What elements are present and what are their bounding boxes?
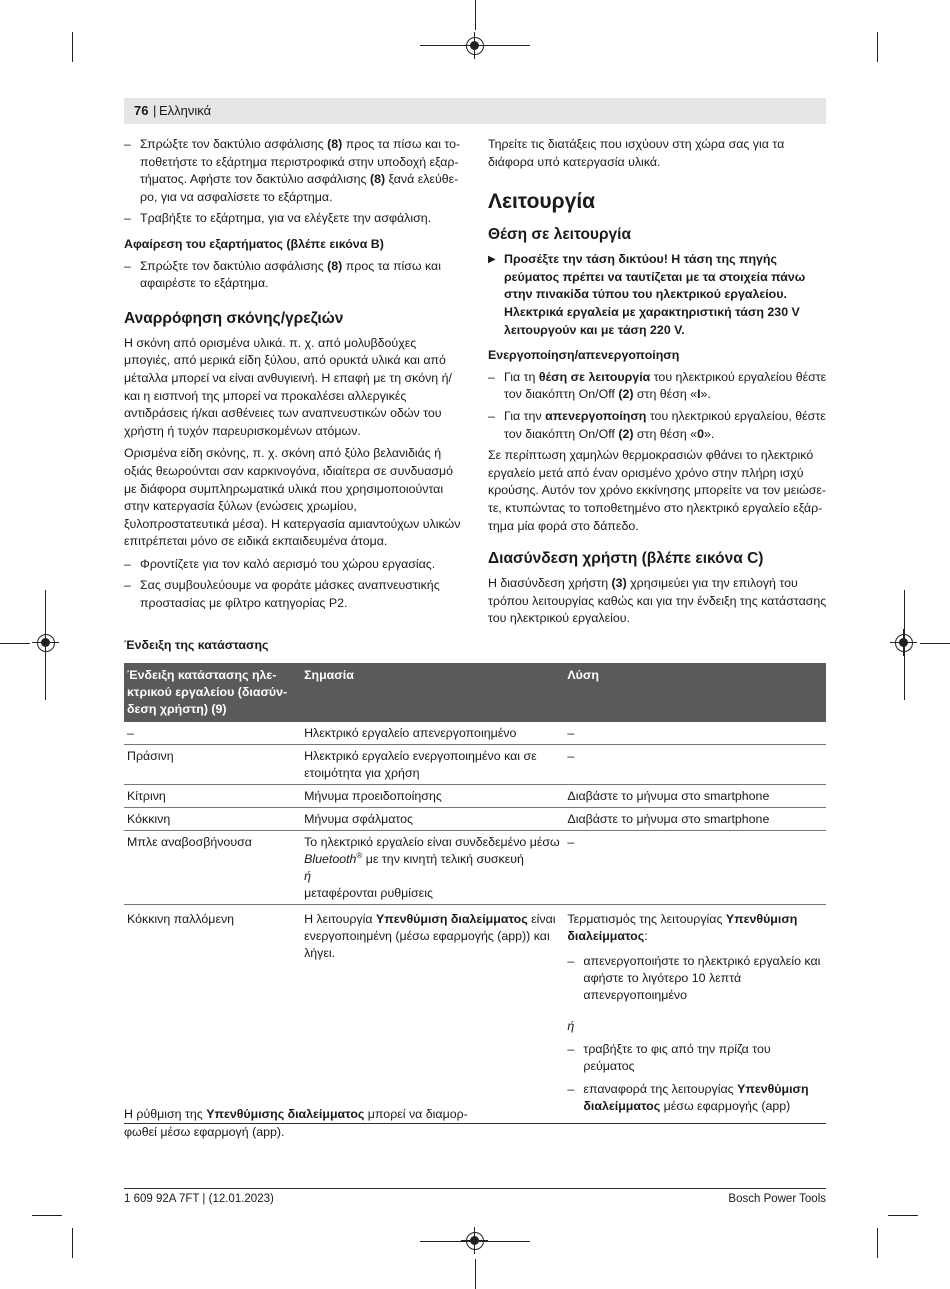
ui-paragraph: Η διασύνδεση χρήστη (3) χρησιμεύει για την επιλογή του τρόπου λειτουργίας καθώς και για την ένδειξη της κατάστασης του ηλεκτρικού εργαλείου.	[488, 576, 827, 626]
crop-mark	[0, 643, 30, 644]
crop-mark	[877, 1228, 878, 1258]
header-separator: |	[153, 103, 157, 118]
list-item: – Σπρώξτε τον δακτύλιο ασφάλισης (8) προς τα πίσω και αφαιρέστε το εξάρτημα.	[124, 258, 464, 293]
crop-mark	[920, 643, 950, 644]
footer-brand: Bosch Power Tools	[728, 1193, 826, 1205]
left-column	[124, 136, 464, 617]
table-row	[124, 785, 826, 808]
table-cell	[564, 905, 826, 1124]
table-cell: Πράσινη	[124, 745, 301, 785]
column-header: Ένδειξη κατάστασης ηλεκτρικού εργαλείου (διασύνδεση χρήστη) (9)	[124, 663, 301, 722]
table-cell: Διαβάστε το μήνυμα στο smartphone	[564, 808, 826, 831]
crop-mark	[877, 32, 878, 62]
footer-document-id: 1 609 92A 7FT | (12.01.2023)	[124, 1193, 274, 1205]
footer-divider	[124, 1188, 826, 1189]
list-item: – απενεργοποιήστε το ηλεκτρικό εργαλείο και αφήστε το λιγότερο 10 λεπτά απενεργοποιημένο	[567, 953, 822, 1004]
table-title: Ένδειξη της κατάστασης	[124, 638, 269, 652]
table-row	[124, 745, 826, 785]
crop-mark	[72, 1228, 73, 1258]
table-cell: –	[564, 831, 826, 905]
table-cell: Η λειτουργία Υπενθύμιση διαλείμματος είναι ενεργοποιημένη (μέσω εφαρμογής (app)) και λήγει.	[301, 905, 564, 1124]
table-cell: Κόκκινη παλλόμενη	[124, 905, 301, 1124]
list-item: – Τραβήξτε το εξάρτημα, για να ελέγξετε την ασφάλιση.	[124, 210, 464, 228]
ui-heading: Διασύνδεση χρήστη (βλέπε εικόνα C)	[488, 550, 764, 568]
registration-mark-icon	[895, 634, 913, 652]
list-item: – τραβήξτε το φις από την πρίζα του ρεύματος	[567, 1041, 822, 1075]
page-header	[124, 98, 826, 124]
column-header: Λύση	[564, 663, 826, 722]
startup-heading: Θέση σε λειτουργία	[488, 226, 631, 244]
table-cell: Ηλεκτρικό εργαλείο απενεργοποιημένο	[301, 722, 564, 745]
crop-mark	[888, 1215, 918, 1216]
table-cell: Το ηλεκτρικό εργαλείο είναι συνδεδεμένο μέσω Bluetooth® με την κινητή τελική συσκευή ή μεταφέρονται ρυθμίσεις	[301, 831, 564, 905]
table-row	[124, 831, 826, 905]
table-cell: Διαβάστε το μήνυμα στο smartphone	[564, 785, 826, 808]
table-cell: –	[564, 745, 826, 785]
table-cell: –	[124, 722, 301, 745]
table-row	[124, 808, 826, 831]
status-table	[124, 663, 826, 1124]
crop-mark	[32, 1215, 62, 1216]
list-item: – Φροντίζετε για τον καλό αερισμό του χώρου εργασίας.	[124, 556, 464, 574]
or-text: ή	[567, 1019, 575, 1033]
table-cell: Μήνυμα προειδοποίησης	[301, 785, 564, 808]
table-cell: –	[564, 722, 826, 745]
operation-heading: Λειτουργία	[488, 190, 596, 214]
list-item: – επαναφορά της λειτουργίας Υπενθύμιση διαλείμματος μέσω εφαρμογής (app)	[567, 1081, 822, 1115]
registration-mark-icon	[37, 634, 55, 652]
page-number: 76	[134, 103, 149, 118]
column-header: Σημασία	[301, 663, 564, 722]
intro-paragraph: Τηρείτε τις διατάξεις που ισχύουν στη χώρα σας για τα διάφορα υπό κατεργασία υλικά.	[488, 137, 785, 169]
table-cell: Κόκκινη	[124, 808, 301, 831]
solution-intro: Τερματισμός της λειτουργίας Υπενθύμιση διαλείμματος:	[567, 912, 798, 943]
table-header-row	[124, 663, 826, 722]
registration-mark-icon	[466, 1232, 484, 1250]
cold-paragraph: Σε περίπτωση χαμηλών θερμοκρασιών φθάνει το ηλεκτρικό εργαλείο μετά από έναν ορισμένο χρόνο στην πλήρη ισχύ κρούσης. Αυτόν τον χρόνο εκκίνησης μπορείτε να τον μειώσετε, κτυπώντας το τοποθετημένο στο ηλεκτρικό εργαλείο εξάρτημα μία φορά στο δάπεδο.	[488, 448, 827, 533]
table-cell: Μπλε αναβοσβήνουσα	[124, 831, 301, 905]
header-language: Ελληνικά	[159, 103, 212, 118]
list-item: – Για τη θέση σε λειτουργία του ηλεκτρικού εργαλείου θέστε τον διακόπτη On/Off (2) στη θέση «I».	[488, 369, 828, 404]
removal-heading: Αφαίρεση του εξαρτήματος (βλέπε εικόνα B)	[124, 236, 384, 251]
table-cell: Ηλεκτρικό εργαλείο ενεργοποιημένο και σε ετοιμότητα για χρήση	[301, 745, 564, 785]
dust-paragraph: Ορισμένα είδη σκόνης, π. χ. σκόνη από ξύλο βελανιδιάς ή οξιάς θεωρούνται σαν καρκινογόνα, ιδιαίτερα σε συνδυασμό με διάφορα συμπληρωματικά υλικά που χρησιμοποιούνται στην κατεργασία ξύλων (ενώσεις χρωμίου, ξυλοπροστατευτικά μέσα). Η κατεργασία αμιαντούχων υλικών επιτρέπεται μόνο σε ειδικά εκπαιδευμένα άτομα.	[124, 446, 461, 549]
registration-mark-icon	[466, 37, 484, 55]
dust-paragraph: Η σκόνη από ορισμένα υλικά. π. χ. από μολυβδούχες μπογιές, από μερικά είδη ξύλου, από ορυκτά υλικά και από μέταλλα μπορεί να είναι ανθυγιεινή. Η επαφή με τη σκόνη ή/και η εισπνοή της μπορεί να προκαλέσει αλλεργικές αντιδράσεις ή/και ασθένειες των αναπνευστικών οδών του χρήστη ή τυχόν παρευρισκομένων ατόμων.	[124, 335, 452, 438]
table-cell: Μήνυμα σφάλματος	[301, 808, 564, 831]
crop-mark	[475, 1259, 476, 1289]
table-row	[124, 722, 826, 745]
dust-heading: Αναρρόφηση σκόνης/γρεζιών	[124, 309, 344, 327]
list-item: – Σπρώξτε τον δακτύλιο ασφάλισης (8) προς τα πίσω και τοποθετήστε το εξάρτημα περιστροφικά στην υποδοχή εξαρτήματος. Αφήστε τον δακτύλιο ασφάλισης (8) ξανά ελεύθερο, για να ασφαλίσετε το εξάρτημα.	[124, 136, 464, 206]
onoff-heading: Ενεργοποίηση/απενεργοποίηση	[488, 348, 680, 363]
table-cell: Κίτρινη	[124, 785, 301, 808]
right-column	[488, 136, 828, 633]
list-item: – Για την απενεργοποίηση του ηλεκτρικού εργαλείου, θέστε τον διακόπτη On/Off (2) στη θέση «0».	[488, 408, 828, 443]
list-item: – Σας συμβουλεύουμε να φοράτε μάσκες αναπνευστικής προστασίας με φίλτρο κατηγορίας P2.	[124, 577, 464, 612]
bottom-note: Η ρύθμιση της Υπενθύμισης διαλείμματος μπορεί να διαμορφωθεί μέσω εφαρμογή (app).	[124, 1107, 468, 1139]
table-row	[124, 905, 826, 1124]
crop-mark	[475, 0, 476, 30]
crop-mark	[72, 32, 73, 62]
voltage-warning: ▶ Προσέξτε την τάση δικτύου! Η τάση της πηγής ρεύματος πρέπει να ταυτίζεται με τα στοιχεία πάνω στην πινακίδα τύπου του ηλεκτρικού εργαλείου. Ηλεκτρικά εργαλεία με χαρακτηριστική τάση 230 V λειτουργούν και με τάση 220 V.	[488, 251, 828, 339]
